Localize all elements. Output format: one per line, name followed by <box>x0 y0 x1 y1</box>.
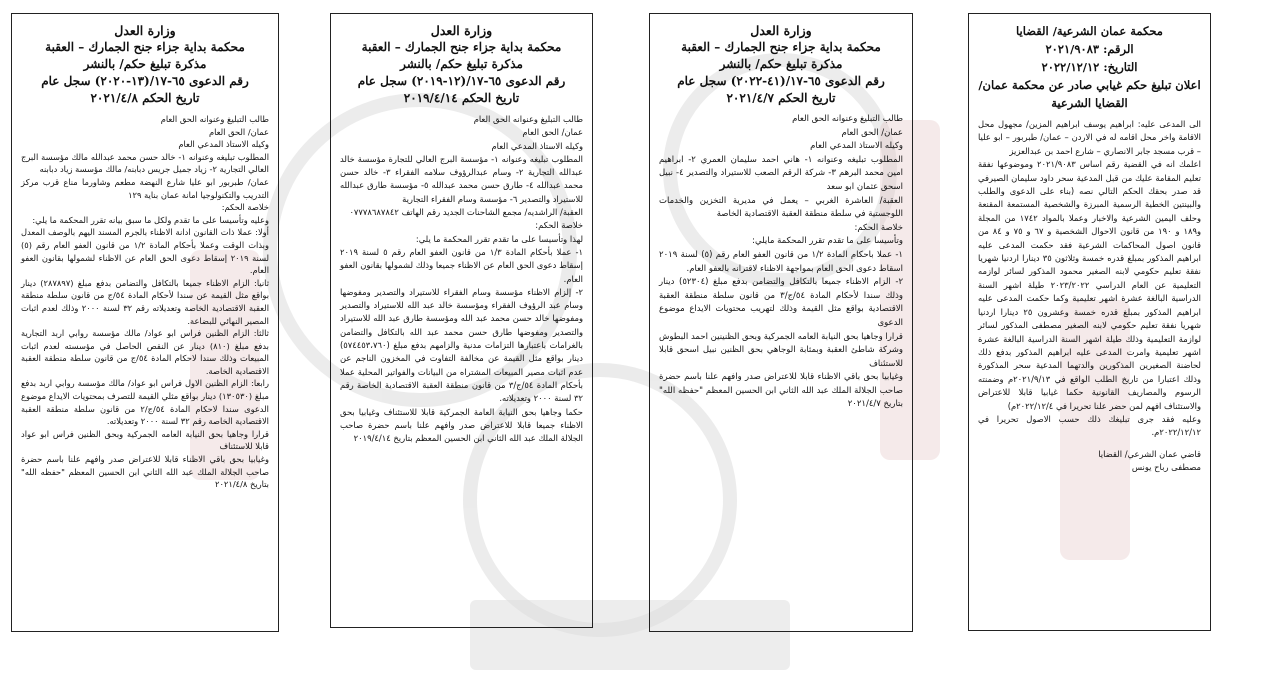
body-paragraph: المطلوب تبليغه وعنوانه ١- هاني احمد سليمان العمري ٢- ابراهيم امين محمد البرهم ٣- شركة الرقم الصعب للاستيراد والتصدير ٤- نبيل اسحق عثمان ابو سعد <box>659 154 903 192</box>
body-paragraph: وكيله الاستاذ المدعي العام <box>178 139 269 150</box>
body-paragraph: حكما وجاهيا بحق النيابة العامة الجمركية قابلا للاستئناف وغيابيا بحق الاظناء جميعا قابلا للاعتراض صدر وافهم علنا باسم حضرة صاحب الجلالة الملك عبد الله الثاني ابن الحسين المعظم بتاريخ ٢٠١٩/٤/١٤ <box>340 406 583 444</box>
heading-line: وزارة العدل <box>750 23 812 38</box>
heading-line: التاريخ: ٢٠٢٢/١٢/١٢ <box>1041 60 1138 74</box>
heading-line: وزارة العدل <box>430 23 493 38</box>
signature-block <box>978 448 1201 475</box>
body-paragraph: اعلمك انه في القضية رقم اساس ٢٠٢١/٩٠٨٣ وموضوعها نفقة تعليم المقامة عليك من قبل المدعية سحر داود سليمان الصيرفي قد صدر بحقك الحكم التالي نصه (بناء على الدعوى والطلب والبينتين الخطية الرسمية المبرزة والشخصية المستمعة المقنعة وحلف اليمين الشرعية والاخبار وعملا بالمواد ١٧٤٢ من المجلة و١٨٩ و ١٩٠ من قانون الاحوال الشخصية و ٦٧ و ٧٥ و ٨٤ من قانون اصول المحاكمات الشرعية فقد حكمت المدعى عليه ابراهيم المذكور بمبلغ قدره خمسة وثلاثون ٣٥ دينارا اردنيا شهريا نفقة تعليم حكومي لابنه الصغير محمود المذكور لسائر لوازمه التعليمية عن العام الدراسي ٢٠٢٣/٢٠٢٢ طيلة اشهر السنة الدراسية البالغة عشرة اشهر تعليمية وكما حكمت المدعى عليه ابراهيم المذكور بمبلغ قدره خمسة وعشرون ٢٥ دينارا اردنيا شهريا نفقة تعليم حكومي لابنه الصغير مصطفى المذكور لسائر لوازمة التعليمية وذلك طيلة اشهر السنة الدراسية البالغة عشرة اشهر تعليمية وامرت المدعى عليه ابراهيم المذكور بدفع ذلك لحاضنة الصغيرين المذكورين والدتهما المدعية سحر المذكورة وذلك اعتبارا من تاريخ الطلب الواقع في ٢٠٢١/٩/١٣م وضمنته الرسوم والمصاريف القانونية حكما غيابيا قابلا للاعتراض والاستئناف افهم لمن حضر علنا تحريرا في ٢٠٢٢/١٢/٤م) <box>978 159 1202 411</box>
heading-line: رقم الدعوى ٦٥-١٧/(١٢-٢٠١٩) سجل عام <box>357 74 566 88</box>
notice-heading <box>659 22 903 107</box>
heading-line: رقم الدعوى ٦٥-١٧/(٤١-٢٠٢٢) سجل عام <box>677 74 885 88</box>
notice-customs-2020 <box>11 13 279 632</box>
heading-line: تاريخ الحكم ٢٠٢١/٤/٨ <box>90 91 200 105</box>
body-paragraph: المطلوب تبليغه وعنوانه ١- مؤسسة البرج العالي للتجارة مؤسسة خالد عبدالله التجارية ٢- وسام عبدالرؤوف سلامه الفقراء ٣- خالد حسن محمد عبدالله ٤- طارق حسن محمد عبدالله ٥- مؤسسة طارق عبدالله للاستيراد والتصدير ٦- مؤسسة وسام الفقراء التجارية <box>340 153 583 204</box>
heading-line: مذكرة تبليغ حكم/ بالنشر <box>83 57 207 71</box>
body-paragraph: عمان/ طبربور ابو عليا شارع النهضة مطعم وشاورما مناع قرب مركز التدريب والتكنولوجيا امانة عمان بناية ١٢٩ <box>21 176 269 200</box>
body-paragraph: العقبة/ العاشرة الغربي – يعمل في مديرية التخزين والخدمات اللوجستية في سلطة منطقة العقبة الاقتصادية الخاصة <box>659 195 903 220</box>
heading-line: تاريخ الحكم ٢٠١٩/٤/١٤ <box>403 91 520 105</box>
body-paragraph: ١- عملا بأحكام المادة ١/٣ من قانون العفو العام رقم ٥ لسنة ٢٠١٩ إسقاط دعوى الحق العام عن الاظناء جميعا وذلك لشمولها بقانون العفو العام. <box>340 246 583 284</box>
heading-line: محكمة بداية جزاء جنح الجمارك – العقبة <box>681 40 881 54</box>
heading-line: محكمة بداية جزاء جنح الجمارك – العقبة <box>361 40 562 54</box>
body-paragraph: أولا: عملا ذات القانون ادانة الاظناء بالجرم المسند اليهم بالوصف المعدل وبذات الوقت وعملا بأحكام المادة ١/٢ من قانون العفو العام رقم (٥) لسنة ٢٠١٩ إسقاط دعوى الحق العام عن الاظناء لشمولها بقانون العفو العام. <box>21 227 269 276</box>
body-paragraph: وتأسيسا على ما تقدم تقرر المحكمة مايلي: <box>752 236 903 247</box>
body-paragraph: قرارا وجاهيا بحق النيابة العامه الجمركية وبحق الظنين فراس ابو عواد قابلا للاستئناف <box>21 428 269 452</box>
notice-body <box>659 113 903 412</box>
body-paragraph: وكيله الاستاذ المدعي العام <box>491 140 583 151</box>
heading-line: وزارة العدل <box>114 23 176 38</box>
heading-line: محكمة بداية جزاء جنح الجمارك – العقبة <box>45 40 245 54</box>
body-paragraph: عمان/ الحق العام <box>208 126 269 137</box>
notice-body <box>340 113 583 445</box>
body-paragraph: الى المدعى عليه: ابراهيم يوسف ابراهيم المزين/ مجهول محل الاقامة واخر محل اقامه له في الاردن – عمان/ طبربور – ابو عليا – قرب مسجد جابر الانصاري – شارع احمد بن عبدالعزيز <box>978 119 1201 156</box>
heading-line: مذكرة تبليغ حكم/ بالنشر <box>719 57 843 71</box>
notice-heading <box>978 22 1201 112</box>
notice-body <box>21 113 269 491</box>
body-paragraph: وكيله الاستاذ المدعي العام <box>810 141 903 152</box>
body-paragraph: قرارا وجاهيا بحق النيابة العامه الجمركية وبحق الظنينين احمد البطوش وشركة شاطئ العقبة وبمثابة الوجاهي بحق الظنين نبيل اسحق قابلا للاستئناف <box>659 331 903 369</box>
body-paragraph: ثالثا: الزام الظنين فراس ابو عواد/ مالك مؤسسة روابي اربد التجارية بدفع مبلغ (٨١٠) دينار عن النقص الحاصل في مؤسسته لعدم اثبات المبيعات وذلك سندا لاحكام المادة ٥٤/ج من قانون سلطة منطقة العقبة الاقتصادية الخاصة. <box>21 328 269 376</box>
body-paragraph: عمان/ الحق العام <box>841 127 903 138</box>
body-paragraph: طالب التبليغ وعنوانه الحق العام <box>473 114 583 124</box>
body-paragraph: رابعا: الزام الظنين الاول فراس ابو عواد/ مالك مؤسسة روابي اربد بدفع مبلغ (١٣٠٥٣٠) دينار بواقع مثلي القيمة للتصرف بمحتويات الايداع موضوع الدعوى سندا لاحكام المادة ٥٤/ج/٢ من قانون سلطة منطقة العقبة الاقتصادية الخاصة رقم ٣٢ لسنة ٢٠٠٠ وتعديلاته. <box>21 378 269 427</box>
body-paragraph: العقبة/ الراشديه/ مجمع الشاحنات الجديد رقم الهاتف ٠٧٧٧٨٦٨٧٨٤٢ <box>349 207 583 218</box>
notice-body <box>978 118 1201 475</box>
heading-line: اعلان تبليغ حكم غيابي صادر عن محكمة عمان/ القضايا الشرعية <box>978 78 1201 110</box>
body-paragraph: طالب التبليغ وعنوانه الحق العام <box>792 114 903 124</box>
body-paragraph: المطلوب تبليغه وعنوانه ١- خالد حسن محمد عبدالله مالك مؤسسة البرج العالي التجارية ٢- زياد جميل جريس دبابنه/ مالك مؤسسة زياد دبابنه <box>21 151 269 175</box>
notice-customs-2022 <box>649 13 913 632</box>
heading-line: مذكرة تبليغ حكم/ بالنشر <box>400 57 523 71</box>
notice-sharia-court-amman <box>968 13 1211 631</box>
signature-line: مصطفى رباح يونس <box>1131 462 1201 473</box>
heading-line: الرقم: ٢٠٢١/٩٠٨٣ <box>1045 42 1134 56</box>
body-paragraph: وعليه وتأسيسا على ما تقدم ولكل ما سبق بيانه تقرر المحكمة ما يلي: <box>32 214 269 225</box>
body-paragraph: ٢- الزام الاظناء جميعا بالتكافل والتضامن بدفع مبلغ (٥٢٣٠٤) دينار وذلك سندا لأحكام المادة ٥٤/ج/٣ من قانون سلطة منطقة العقبة الاقتصادية بواقع مثل القيمة وذلك لتهريب محتويات الايداع موضوع الدعوى <box>659 277 904 328</box>
body-paragraph: خلاصة الحكم: <box>535 220 583 231</box>
body-paragraph: خلاصة الحكم: <box>854 222 903 233</box>
body-paragraph: طالب التبليغ وعنوانه الحق العام <box>160 114 269 124</box>
body-paragraph: ٢- إلزام الاظناء مؤسسة وسام الفقراء للاستيراد والتصدير ومفوضها وسام عبد الرؤوف الفقراء ومؤسسة خالد عبد الله للاستيراد والتصدير ومفوضها خالد حسن محمد عبد الله ومؤسسة طارق عبد الله للاستيراد والتصدير ومفوضها طارق حسن محمد عبد الله بالتكافل والتضامن بالغرامات باعتبارها التزامات مدنية والزامهم بدفع مبلغ (٥٧٤٤٥٣،٧٦٠) دينار بواقع مثل القيمة عن مخالفة التفاوت في المخزون الناجم عن عدم اثبات مصير المبيعات المشتراه من البيانات والفواتير المحلية عملا بأحكام المادة ٥٤/ج/٣ من قانون منطقة العقبة الاقتصادية الخاصة رقم ٣٢ لسنة ٢٠٠٠ وتعديلاته. <box>340 286 584 404</box>
notice-heading <box>21 22 269 107</box>
body-paragraph: لهذا وتأسيسا على ما تقدم تقرر المحكمة ما يلي: <box>415 233 583 244</box>
body-paragraph: خلاصة الحكم: <box>221 202 269 213</box>
body-paragraph: وغيابيا بحق باقي الاظناء قابلا للاعتراض صدر وافهم علنا باسم حضرة صاحب الجلالة الملك عبد الله الثاني ابن الحسين المعظم "حفظه الله" بتاريخ ٢٠٢١/٤/٧ <box>659 372 903 410</box>
notice-heading <box>340 22 583 107</box>
signature-line: قاضي عمان الشرعي/ القضايا <box>1098 448 1201 459</box>
heading-line: تاريخ الحكم ٢٠٢١/٤/٧ <box>726 91 836 105</box>
body-paragraph: وعليه فقد جرى تبليغك ذلك حسب الاصول تحريرا في ٢٠٢٢/١٢/١٢م. <box>978 413 1201 438</box>
body-paragraph: وغيابيا بحق باقي الاظناء قابلا للاعتراض صدر وافهم علنا باسم حضرة صاحب الجلالة الملك عبد الله الثاني ابن الحسين المعظم "حفظه الله" بتاريخ ٢٠٢١/٤/٨ <box>21 454 269 490</box>
heading-line: محكمة عمان الشرعية/ القضايا <box>1016 24 1163 38</box>
heading-line: رقم الدعوى ٦٥-١٧/(١٣-٢٠٢٠) سجل عام <box>41 74 249 88</box>
notice-customs-2019 <box>330 13 593 628</box>
body-paragraph: عمان/ الحق العام <box>522 127 583 138</box>
body-paragraph: ثانيا: الزام الاظناء جميعا بالتكافل والتضامن بدفع مبلغ (٢٨٧٨٩٧) دينار بواقع مثل القيمة عن سندا لأحكام المادة ٥٤/ج من قانون سلطة منطقة العقبة الاقتصادية الخاصة وتعديلاته رقم ٣٢ لسنة ٢٠٠٠ وذلك لعدم اثبات المصير النهائي للبضاعة. <box>21 277 270 326</box>
body-paragraph: ١- عملا باحكام المادة ١/٢ من قانون العفو العام رقم (٥) لسنة ٢٠١٩ اسقاط دعوى الحق العام بمواجهة الاظناء لاقترانه بالعفو العام. <box>659 249 903 274</box>
